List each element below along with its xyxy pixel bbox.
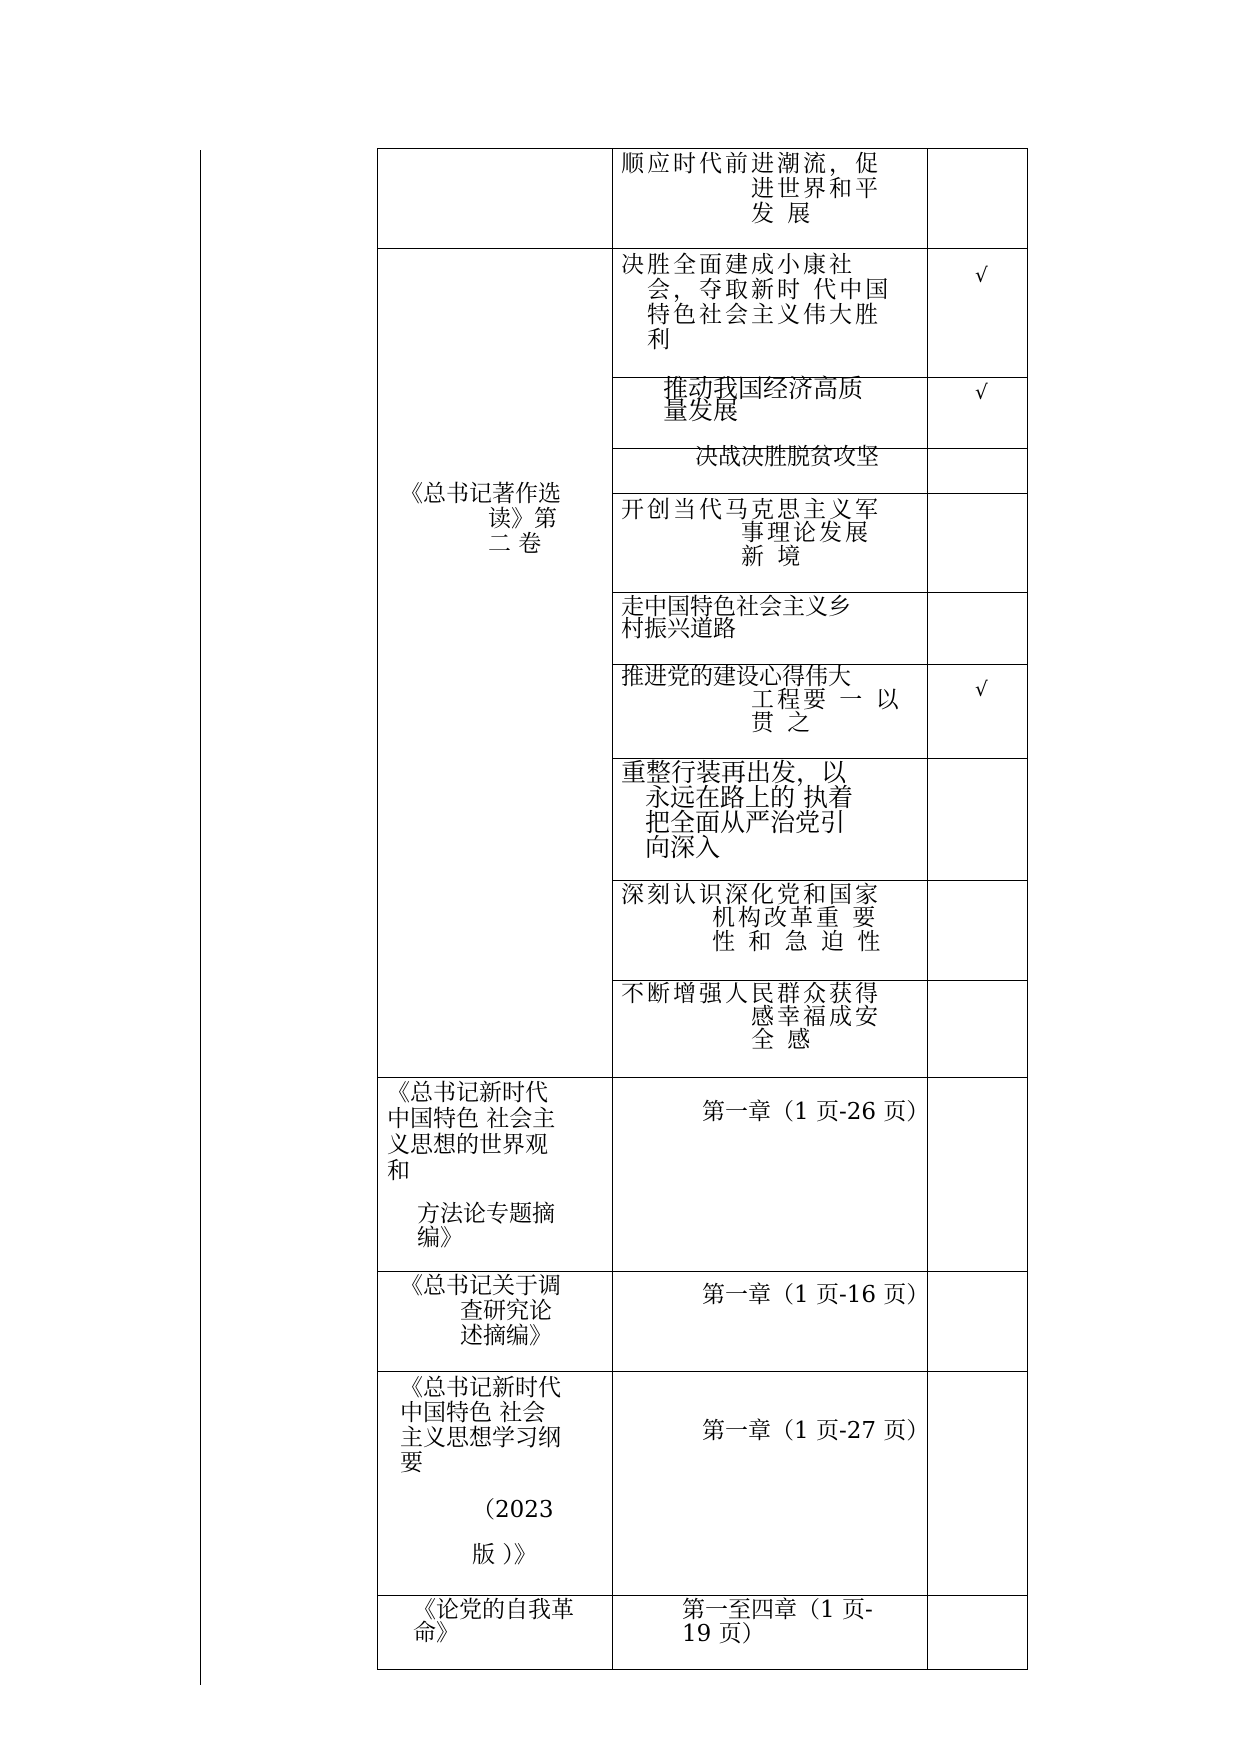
left-margin-line [200,150,201,1685]
page-range: 第一章（1 页-16 页） [702,1282,930,1308]
page-range: 第一章（1 页-27 页） [702,1418,930,1444]
book-title: 方法论专题摘 [417,1201,555,1227]
item-text: 决战决胜脱贫攻坚 [695,444,879,470]
book-title: 述摘编》 [460,1323,552,1349]
item-text: 不断增强人民群众获得 [621,981,881,1007]
book-title: 《总书记著作选 [400,481,561,507]
book-title: 编》 [417,1225,463,1251]
item-text: 会，夺取新时 代中国 [647,277,892,303]
book-title: 《总书记新时代 [387,1080,548,1106]
book-title: 命》 [413,1620,459,1646]
item-text: 发 展 [751,201,814,227]
item-text: 贯 之 [751,710,814,736]
item-text: 新 境 [741,544,814,570]
item-text: 全 感 [751,1027,814,1053]
book-title: 中国特色 社会 [400,1400,546,1426]
item-text: 量发展 [663,396,739,425]
item-text: 事理论发展 [741,520,871,546]
book-title: 《总书记关于调 [400,1273,561,1299]
check-cell [927,1077,1028,1272]
item-text: 推动我国经济高质 [663,374,864,403]
book-cell [377,148,613,249]
item-text: 顺应时代前进潮流，促 [621,151,881,177]
check-cell [927,880,1028,981]
item-text: 工程要 一 以 [751,687,902,713]
item-text: 利 [647,327,673,353]
check-mark: √ [975,263,988,287]
check-cell [927,1595,1028,1670]
book-title: 查研究论 [460,1298,552,1324]
item-text: 深刻认识深化党和国家 [621,882,881,908]
book-title: 要 [400,1450,423,1476]
item-text: 把全面从严治党引 [645,808,846,837]
item-text: 村振兴道路 [621,616,736,642]
book-title: 《论党的自我革 [413,1597,574,1623]
book-title: 二 卷 [488,531,542,557]
page-range: 第一章（1 页-26 页） [702,1099,930,1125]
book-title: 中国特色 社会主 [387,1106,556,1132]
item-text: 推进党的建设心得伟大 [621,664,851,690]
item-text: 机构改革重 要 [712,905,879,931]
item-text: 特色社会主义伟大胜 [647,302,881,328]
book-title: 《总书记新时代 [400,1375,561,1401]
item-text: 向深入 [645,833,721,862]
book-title: 读》第 [488,506,557,532]
check-cell [927,1271,1028,1372]
item-text: 决胜全面建成小康社 [621,252,855,278]
book-title: （2023 [472,1497,554,1523]
item-text: 开创当代马克思主义军 [621,497,881,523]
check-mark: √ [975,677,988,701]
item-cell [612,1371,928,1596]
item-text: 感幸福成安 [751,1004,881,1030]
book-title: 和 [387,1158,410,1184]
page-range: 第一至四章（1 页- [682,1597,873,1623]
check-cell [927,148,1028,249]
check-cell [927,493,1028,593]
item-text: 进世界和平 [751,176,881,202]
check-cell [927,1371,1028,1596]
book-cell [377,248,613,1078]
check-cell [927,758,1028,881]
check-cell [927,592,1028,665]
page-range: 19 页） [682,1621,765,1647]
item-text: 走中国特色社会主义乡 [621,594,851,620]
check-mark: √ [975,380,988,404]
book-title: 版 ）》 [472,1542,537,1568]
book-title: 主义思想学习纲 [400,1425,561,1451]
item-text: 永远在路上的 执着 [645,783,853,812]
check-cell [927,980,1028,1078]
item-text: 性 和 急 迫 性 [712,929,884,955]
item-text: 重整行装再出发，以 [621,758,847,787]
check-cell [927,448,1028,494]
book-title: 义思想的世界观 [387,1132,548,1158]
